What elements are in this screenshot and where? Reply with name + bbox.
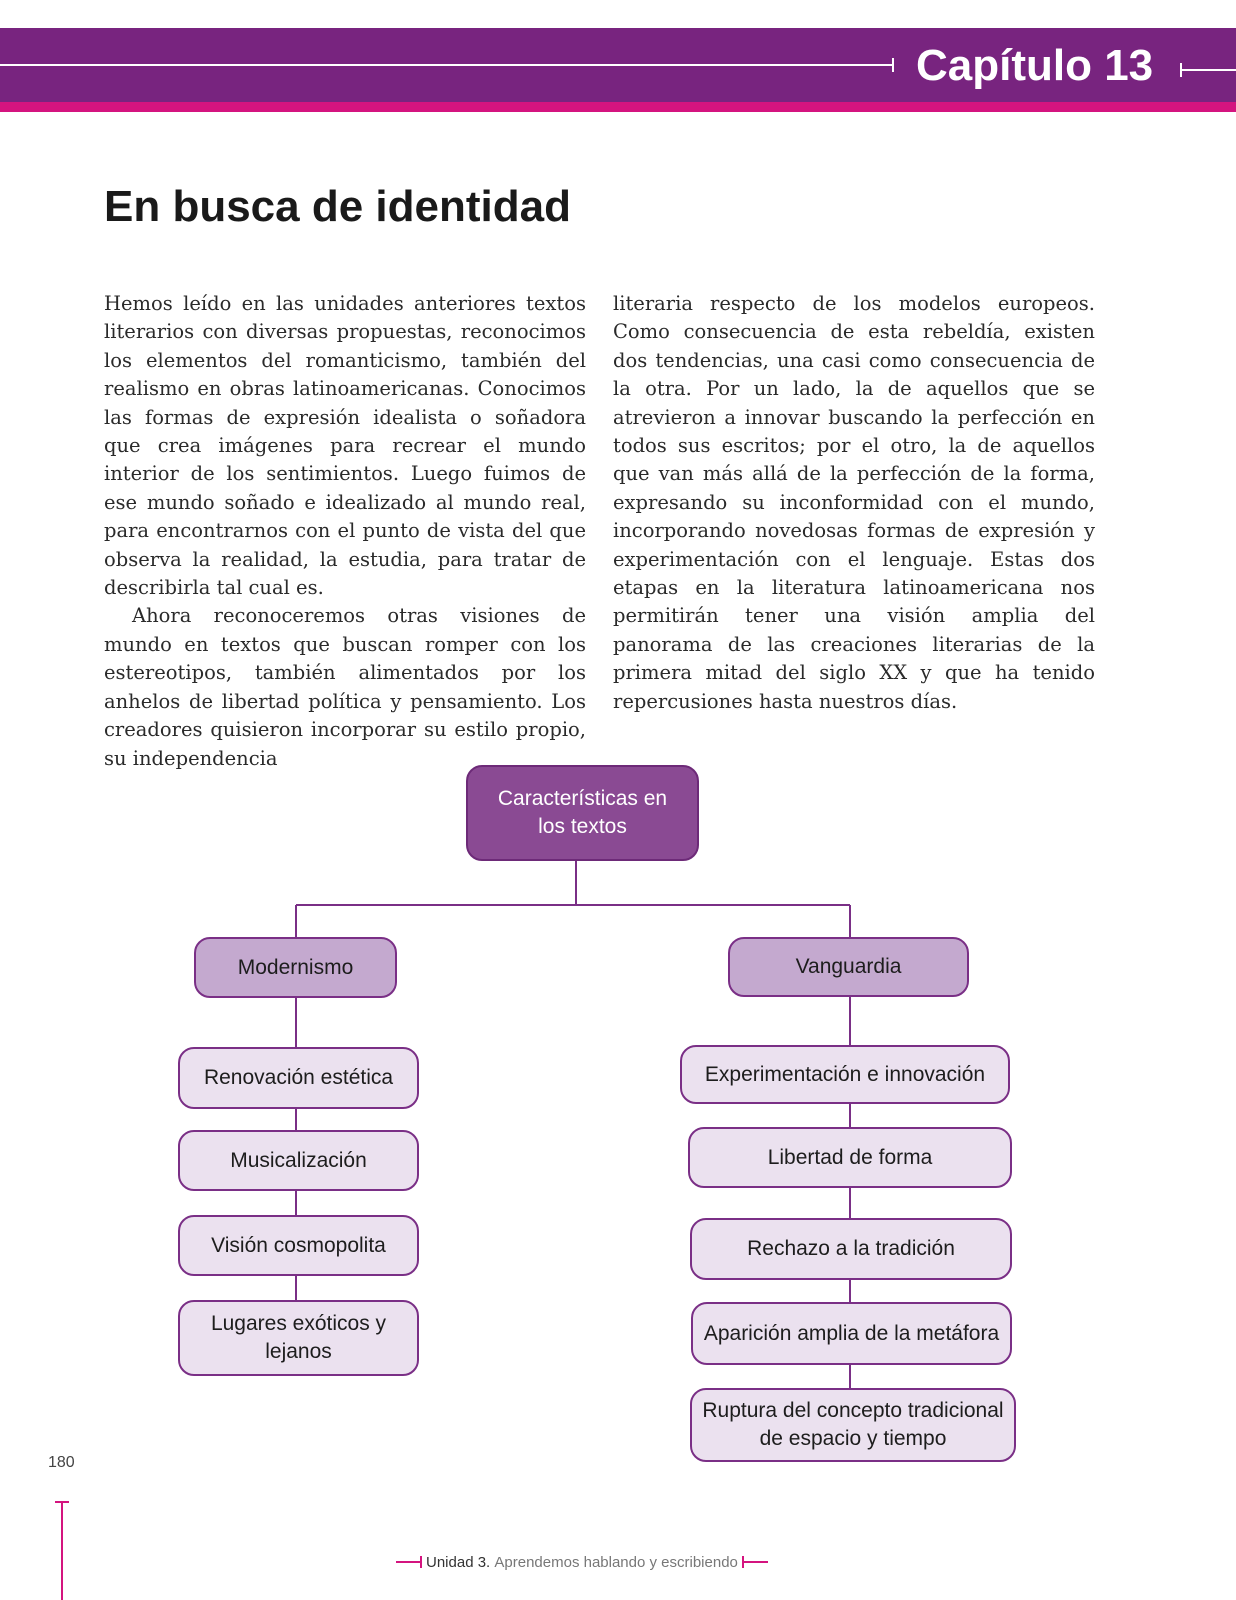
modernismo-item [178,1300,419,1376]
footer [396,1550,768,1574]
root-label-line1: Características en [497,787,668,810]
body-paragraph: literaria respecto de los modelos europeos. Como consecuencia de esta rebeldía, existen dos tendencias, una casi como consecuencia de la otra. Por un lado, la de aquellos que se atrevieron a innovar buscando la perfección en todos sus escritos; por el otro, la de aquellos que van más allá de la perfección de la forma, expresando su inconformidad con el mundo, incorporando novedosas formas de expresión y experimentación con el lenguaje. Estas dos etapas en la literatura latinoamericana nos permitirán tener una visión amplia del panorama de las creaciones literarias de la primera mitad del siglo XX y que ha tenido repercusiones hasta nuestros días. [613,292,1095,713]
page-title: En busca de identidad [104,182,571,231]
diagram-root-node [466,765,699,861]
modernismo-item: Musicalización [178,1130,419,1191]
vanguardia-item: Aparición amplia de la metáfora [691,1302,1012,1365]
vanguardia-item [690,1388,1016,1462]
vanguardia-item: Rechazo a la tradición [690,1218,1012,1280]
modernismo-item: Visión cosmopolita [178,1215,419,1276]
modernismo-item-line1: Lugares exóticos y [210,1312,387,1335]
footer-rule-right [742,1561,768,1563]
modernismo-item: Renovación estética [178,1047,419,1109]
modernismo-item-line2: lejanos [265,1340,332,1363]
body-paragraph: Hemos leído en las unidades anteriores textos literarios con diversas propuestas, reconocimos los elementos del romanticismo, también del realismo en obras latinoamericanas. Conocimos las formas de expresión idealista o soñadora que crea imágenes para recrear el mundo interior de los sentimientos. Luego fuimos de ese mundo soñado e idealizado al mundo real, para encontrarnos con el punto de vista del que observa la realidad, la estudia, para tratar de describirla tal cual es. [104,292,586,600]
margin-rule [61,1502,63,1600]
footer-rule-left [396,1561,422,1563]
vanguardia-item-line1: Ruptura del concepto tradicional [702,1399,1004,1422]
category-modernismo: Modernismo [194,937,397,998]
page-number: 180 [48,1454,75,1471]
vanguardia-item: Libertad de forma [688,1127,1012,1188]
body-paragraph: Ahora reconoceremos otras visiones de mundo en textos que buscan romper con los estereotipos, también alimentados por los anhelos de libertad política y pensamiento. Los creadores quisieron incorporar su estilo propio, su independencia [104,604,586,770]
footer-subtitle: Aprendemos hablando y escribiendo [494,1553,738,1571]
category-vanguardia: Vanguardia [728,937,969,997]
root-label-line2: los textos [538,815,627,838]
vanguardia-item: Experimentación e innovación [680,1045,1010,1104]
chapter-title: Capítulo 13 [916,41,1154,90]
footer-unit: Unidad 3. [426,1553,491,1571]
vanguardia-item-line2: de espacio y tiempo [759,1427,947,1450]
